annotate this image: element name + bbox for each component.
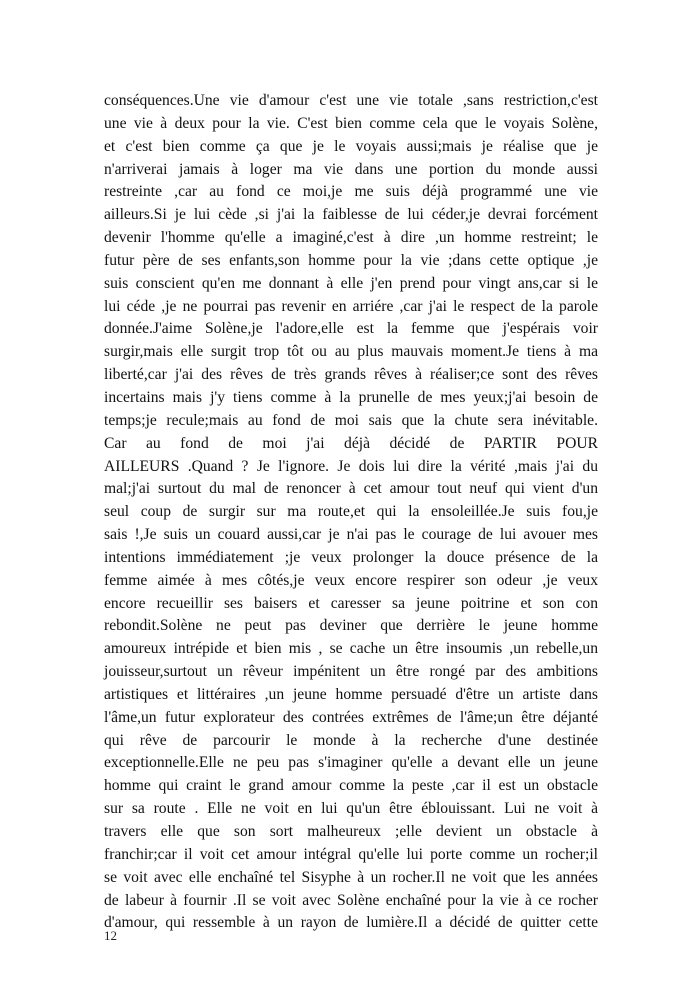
text-line-8: futur père de ses enfants,son homme pour la vie ;dans cette optique ,je: [104, 251, 598, 269]
text-line-34: franchir;car il voit cet amour intégral qu'elle lui porte comme un rocher;il: [104, 845, 598, 863]
text-line-28: l'âme,un futur explorateur des contrées extrêmes de l'âme;un être déjanté: [104, 708, 598, 726]
text-line-36: de labeur à fournir .Il se voit avec Solène enchaîné pour la vie à ce rocher: [104, 891, 598, 909]
text-line-32: sur sa route . Elle ne voit en lui qu'un être éblouissant. Lui ne voit à: [104, 800, 598, 818]
text-line-23: encore recueillir ses baisers et caresser sa jeune poitrine et son con: [104, 594, 598, 612]
text-line-1: conséquences.Une vie d'amour c'est une vie totale ,sans restriction,c'est: [104, 92, 598, 109]
text-line-24: rebondit.Solène ne peut pas deviner que derrière le jeune homme: [104, 617, 598, 635]
text-line-19: seul coup de surgir sur ma route,et qui la ensoleillée.Je suis fou,je: [104, 503, 598, 521]
text-line-16: Car au fond de moi j'ai déjà décidé de PARTIR POUR: [104, 434, 598, 452]
text-line-22: femme aimée à mes côtés,je veux encore respirer son odeur ,je veux: [104, 571, 598, 589]
text-line-35: se voit avec elle enchaîné tel Sisyphe à un rocher.Il ne voit que les années: [104, 868, 598, 886]
text-line-21: intentions immédiatement ;je veux prolonger la douce présence de la: [104, 548, 598, 566]
text-line-31: homme qui craint le grand amour comme la peste ,car il est un obstacle: [104, 777, 598, 795]
text-line-33: travers elle que son sort malheureux ;elle devient un obstacle à: [104, 823, 598, 840]
text-line-3: et c'est bien comme ça que je le voyais aussi;mais je réalise que je: [104, 137, 598, 155]
text-line-15: temps;je recule;mais au fond de moi sais que la chute sera inévitable.: [104, 411, 598, 429]
text-line-27: artistiques et littéraires ,un jeune homme persuadé d'être un artiste dans: [104, 685, 598, 703]
text-line-2: une vie à deux pour la vie. C'est bien comme cela que le voyais Solène,: [104, 114, 598, 132]
text-line-12: surgir,mais elle surgit trop tôt ou au plus mauvais moment.Je tiens à ma: [104, 343, 598, 361]
page-number: 12: [104, 928, 117, 943]
text-line-17: AILLEURS .Quand ? Je l'ignore. Je dois lui dire la vérité ,mais j'ai du: [104, 457, 598, 475]
text-line-9: suis conscient qu'en me donnant à elle j'en prend pour vingt ans,car si le: [104, 274, 598, 292]
text-line-30: exceptionnelle.Elle ne peu pas s'imaginer qu'elle a devant elle un jeune: [104, 754, 598, 772]
text-line-29: qui rêve de parcourir le monde à la recherche d'une destinée: [104, 731, 598, 749]
text-line-11: donnée.J'aime Solène,je l'adore,elle est la femme que j'espérais voir: [104, 320, 598, 338]
text-line-13: liberté,car j'ai des rêves de très grands rêves à réaliser;ce sont des rêves: [104, 366, 598, 384]
text-line-10: lui céde ,je ne pourrai pas revenir en arriére ,car j'ai le respect de la parole: [104, 297, 598, 315]
text-line-37: d'amour, qui ressemble à un rayon de lumière.Il a décidé de quitter cette: [104, 914, 598, 932]
body-text: [104, 90, 598, 935]
text-line-5: restreinte ,car au fond ce moi,je me suis déjà programmé une vie: [104, 183, 598, 201]
text-line-18: mal;j'ai surtout du mal de renoncer à cet amour tout neuf qui vient d'un: [104, 480, 598, 498]
text-line-6: ailleurs.Si je lui cède ,si j'ai la faiblesse de lui céder,je devrai forcément: [104, 206, 598, 224]
text-line-14: incertains mais j'y tiens comme à la prunelle de mes yeux;j'ai besoin de: [104, 388, 598, 406]
text-line-7: devenir l'homme qu'elle a imaginé,c'est à dire ,un homme restreint; le: [104, 229, 598, 247]
text-line-20: sais !,Je suis un couard aussi,car je n'ai pas le courage de lui avouer mes: [104, 526, 598, 544]
text-line-25: amoureux intrépide et bien mis , se cache un être insoumis ,un rebelle,un: [104, 640, 598, 658]
text-line-4: n'arriverai jamais à loger ma vie dans une portion du monde aussi: [104, 160, 598, 178]
text-line-26: jouisseur,surtout un rêveur impénitent un être rongé par des ambitions: [104, 663, 598, 681]
